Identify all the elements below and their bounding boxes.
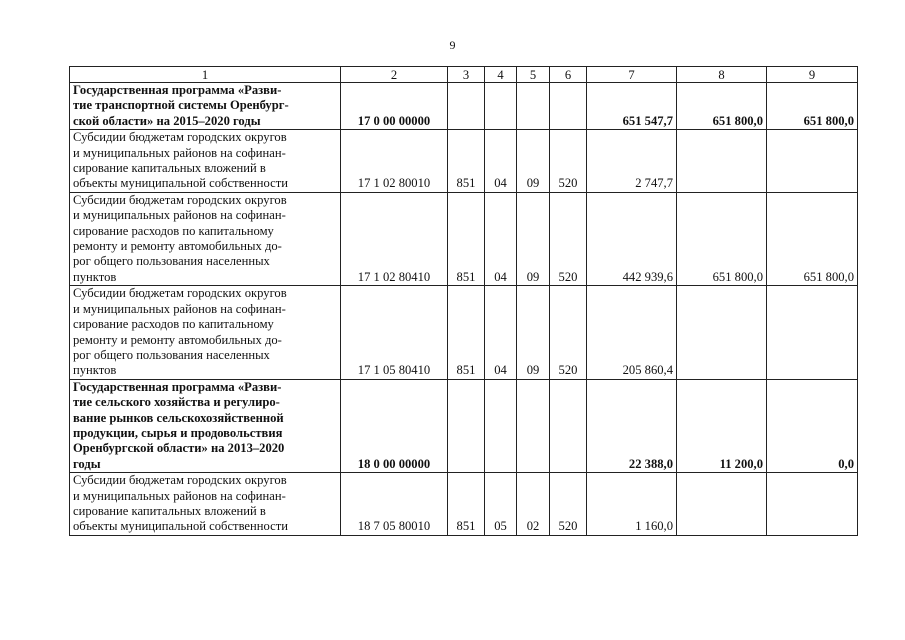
row-name-line: тие транспортной системы Оренбург-: [73, 98, 289, 113]
page-number: 9: [449, 38, 456, 52]
row-name-line: продукции, сырья и продовольствия: [73, 425, 283, 440]
amount-cell: 0,0: [767, 379, 858, 472]
row-name-line: пунктов: [73, 363, 117, 378]
subsection-code-cell: 09: [517, 130, 550, 193]
row-name-cell: [70, 286, 341, 379]
program-code-cell: 17 1 02 80010: [341, 130, 448, 193]
subsection-code-cell: 09: [517, 192, 550, 285]
ministry-code-cell: [448, 83, 485, 130]
amount-cell: [767, 130, 858, 193]
section-code-cell: [485, 379, 517, 472]
row-name-line: пунктов: [73, 269, 117, 284]
ministry-code-cell: [448, 379, 485, 472]
subsection-code-cell: 02: [517, 473, 550, 536]
amount-cell: 651 800,0: [677, 192, 767, 285]
row-name-line: сирование расходов по капитальному: [73, 317, 274, 332]
row-name-line: сирование капитальных вложений в: [73, 161, 266, 176]
row-name-line: и муниципальных районов на софинан-: [73, 488, 286, 503]
row-name-line: рог общего пользования населенных: [73, 347, 270, 362]
amount-cell: 442 939,6: [587, 192, 677, 285]
section-code-cell: 04: [485, 286, 517, 379]
row-name-line: сирование расходов по капитальному: [73, 223, 274, 238]
column-header: 1: [70, 67, 341, 83]
section-code-cell: 05: [485, 473, 517, 536]
amount-cell: 651 800,0: [767, 192, 858, 285]
row-name-line: ремонту и ремонту автомобильных до-: [73, 332, 282, 347]
column-header: 9: [767, 67, 858, 83]
column-header: 2: [341, 67, 448, 83]
column-header: 7: [587, 67, 677, 83]
ministry-code-cell: 851: [448, 192, 485, 285]
header-row: [70, 67, 858, 83]
column-header: 5: [517, 67, 550, 83]
table-row: [70, 379, 858, 472]
row-name-line: ской области» на 2015–2020 годы: [73, 113, 261, 128]
section-code-cell: 04: [485, 192, 517, 285]
amount-cell: 205 860,4: [587, 286, 677, 379]
row-name-cell: [70, 192, 341, 285]
row-name-line: рог общего пользования населенных: [73, 254, 270, 269]
program-code-cell: 17 1 02 80410: [341, 192, 448, 285]
table-row: [70, 192, 858, 285]
amount-cell: 651 800,0: [677, 83, 767, 130]
row-name-line: сирование капитальных вложений в: [73, 503, 266, 518]
row-name-line: и муниципальных районов на софинан-: [73, 145, 286, 160]
column-header: 6: [550, 67, 587, 83]
column-header: 3: [448, 67, 485, 83]
amount-cell: [677, 130, 767, 193]
amount-cell: 22 388,0: [587, 379, 677, 472]
program-code-cell: 18 7 05 80010: [341, 473, 448, 536]
subsection-code-cell: [517, 379, 550, 472]
ministry-code-cell: 851: [448, 473, 485, 536]
row-name-line: Субсидии бюджетам городских округов: [73, 473, 287, 488]
section-code-cell: 04: [485, 130, 517, 193]
program-code-cell: 17 1 05 80410: [341, 286, 448, 379]
row-name-line: Субсидии бюджетам городских округов: [73, 130, 287, 145]
expense-type-cell: 520: [550, 473, 587, 536]
ministry-code-cell: 851: [448, 130, 485, 193]
expense-type-cell: [550, 379, 587, 472]
row-name-line: ремонту и ремонту автомобильных до-: [73, 239, 282, 254]
program-code-cell: 18 0 00 00000: [341, 379, 448, 472]
row-name-line: Субсидии бюджетам городских округов: [73, 192, 287, 207]
amount-cell: 651 800,0: [767, 83, 858, 130]
subsection-code-cell: 09: [517, 286, 550, 379]
column-header: 8: [677, 67, 767, 83]
row-name-cell: [70, 130, 341, 193]
budget-table: [69, 66, 858, 536]
row-name-line: Государственная программа «Разви-: [73, 379, 282, 394]
row-name-line: Субсидии бюджетам городских округов: [73, 286, 287, 301]
expense-type-cell: 520: [550, 192, 587, 285]
table-row: [70, 83, 858, 130]
amount-cell: [767, 473, 858, 536]
program-code-cell: 17 0 00 00000: [341, 83, 448, 130]
amount-cell: 11 200,0: [677, 379, 767, 472]
expense-type-cell: [550, 83, 587, 130]
row-name-line: и муниципальных районов на софинан-: [73, 301, 286, 316]
table-row: [70, 473, 858, 536]
row-name-cell: [70, 83, 341, 130]
row-name-line: Государственная программа «Разви-: [73, 83, 282, 97]
section-code-cell: [485, 83, 517, 130]
amount-cell: [677, 286, 767, 379]
row-name-line: Оренбургской области» на 2013–2020: [73, 441, 285, 456]
column-header: 4: [485, 67, 517, 83]
row-name-line: объекты муниципальной собственности: [73, 519, 288, 534]
amount-cell: 1 160,0: [587, 473, 677, 536]
row-name-cell: [70, 473, 341, 536]
row-name-cell: [70, 379, 341, 472]
expense-type-cell: 520: [550, 286, 587, 379]
subsection-code-cell: [517, 83, 550, 130]
amount-cell: [677, 473, 767, 536]
ministry-code-cell: 851: [448, 286, 485, 379]
row-name-line: годы: [73, 456, 101, 471]
table-row: [70, 286, 858, 379]
table-row: [70, 130, 858, 193]
row-name-line: и муниципальных районов на софинан-: [73, 208, 286, 223]
row-name-line: тие сельского хозяйства и регулиро-: [73, 395, 280, 410]
amount-cell: [767, 286, 858, 379]
row-name-line: объекты муниципальной собственности: [73, 176, 288, 191]
amount-cell: 651 547,7: [587, 83, 677, 130]
expense-type-cell: 520: [550, 130, 587, 193]
row-name-line: вание рынков сельскохозяйственной: [73, 410, 284, 425]
amount-cell: 2 747,7: [587, 130, 677, 193]
